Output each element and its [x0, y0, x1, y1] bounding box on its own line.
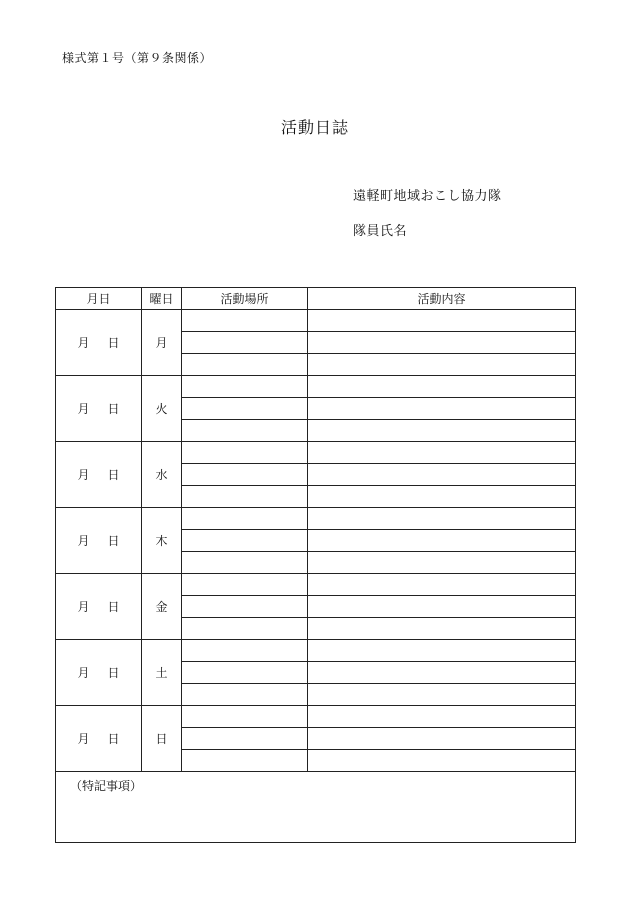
content-cell[interactable] [308, 420, 576, 442]
place-cell[interactable] [182, 728, 308, 750]
place-cell[interactable] [182, 552, 308, 574]
place-cell[interactable] [182, 442, 308, 464]
content-cell[interactable] [308, 618, 576, 640]
place-cell[interactable] [182, 332, 308, 354]
content-cell[interactable] [308, 640, 576, 662]
date-cell[interactable] [56, 574, 142, 640]
place-cell[interactable] [182, 420, 308, 442]
page-title: 活動日誌 [280, 118, 349, 137]
content-cell[interactable] [308, 552, 576, 574]
place-cell[interactable] [182, 662, 308, 684]
weekday-cell: 日 [142, 706, 182, 772]
content-cell[interactable] [308, 706, 576, 728]
member-name-label: 隊員氏名 [353, 224, 408, 239]
content-cell[interactable] [308, 508, 576, 530]
form-number: 様式第１号（第９条関係） [62, 51, 213, 65]
weekday-cell: 火 [142, 376, 182, 442]
table-row [56, 640, 576, 662]
content-cell[interactable] [308, 398, 576, 420]
weekday-cell: 金 [142, 574, 182, 640]
place-cell[interactable] [182, 530, 308, 552]
place-cell[interactable] [182, 618, 308, 640]
place-cell[interactable] [182, 596, 308, 618]
weekday-cell: 土 [142, 640, 182, 706]
notes-row [56, 772, 576, 843]
day-label: 日 [107, 402, 120, 416]
date-cell[interactable] [56, 376, 142, 442]
content-cell[interactable] [308, 684, 576, 706]
table-row [56, 574, 576, 596]
table-header-row [56, 288, 576, 310]
day-label: 日 [107, 336, 120, 350]
content-cell[interactable] [308, 750, 576, 772]
activity-log-table [55, 287, 576, 843]
content-cell[interactable] [308, 310, 576, 332]
month-label: 月 [77, 336, 90, 350]
content-cell[interactable] [308, 376, 576, 398]
place-cell[interactable] [182, 354, 308, 376]
notes-label: （特記事項） [70, 779, 143, 793]
place-cell[interactable] [182, 684, 308, 706]
month-label: 月 [77, 600, 90, 614]
notes-cell[interactable] [56, 772, 576, 843]
day-label: 日 [107, 732, 120, 746]
place-cell[interactable] [182, 706, 308, 728]
content-cell[interactable] [308, 354, 576, 376]
place-cell[interactable] [182, 508, 308, 530]
month-label: 月 [77, 732, 90, 746]
content-cell[interactable] [308, 486, 576, 508]
table-row [56, 706, 576, 728]
date-cell[interactable] [56, 508, 142, 574]
day-label: 日 [107, 534, 120, 548]
header-content: 活動内容 [308, 288, 576, 310]
place-cell[interactable] [182, 574, 308, 596]
content-cell[interactable] [308, 728, 576, 750]
place-cell[interactable] [182, 750, 308, 772]
date-cell[interactable] [56, 706, 142, 772]
header-place: 活動場所 [182, 288, 308, 310]
header-weekday: 曜日 [142, 288, 182, 310]
day-label: 日 [107, 600, 120, 614]
content-cell[interactable] [308, 574, 576, 596]
table-row [56, 310, 576, 332]
day-label: 日 [107, 468, 120, 482]
month-label: 月 [77, 468, 90, 482]
content-cell[interactable] [308, 332, 576, 354]
day-label: 日 [107, 666, 120, 680]
month-label: 月 [77, 666, 90, 680]
content-cell[interactable] [308, 662, 576, 684]
content-cell[interactable] [308, 464, 576, 486]
place-cell[interactable] [182, 398, 308, 420]
weekday-cell: 水 [142, 442, 182, 508]
month-label: 月 [77, 402, 90, 416]
table-row [56, 508, 576, 530]
place-cell[interactable] [182, 486, 308, 508]
place-cell[interactable] [182, 310, 308, 332]
content-cell[interactable] [308, 530, 576, 552]
header-date: 月日 [56, 288, 142, 310]
date-cell[interactable] [56, 310, 142, 376]
content-cell[interactable] [308, 442, 576, 464]
place-cell[interactable] [182, 376, 308, 398]
place-cell[interactable] [182, 464, 308, 486]
table-row [56, 376, 576, 398]
weekday-cell: 月 [142, 310, 182, 376]
place-cell[interactable] [182, 640, 308, 662]
date-cell[interactable] [56, 640, 142, 706]
table-row [56, 442, 576, 464]
date-cell[interactable] [56, 442, 142, 508]
month-label: 月 [77, 534, 90, 548]
organization-name: 遠軽町地域おこし協力隊 [353, 189, 502, 204]
content-cell[interactable] [308, 596, 576, 618]
weekday-cell: 木 [142, 508, 182, 574]
